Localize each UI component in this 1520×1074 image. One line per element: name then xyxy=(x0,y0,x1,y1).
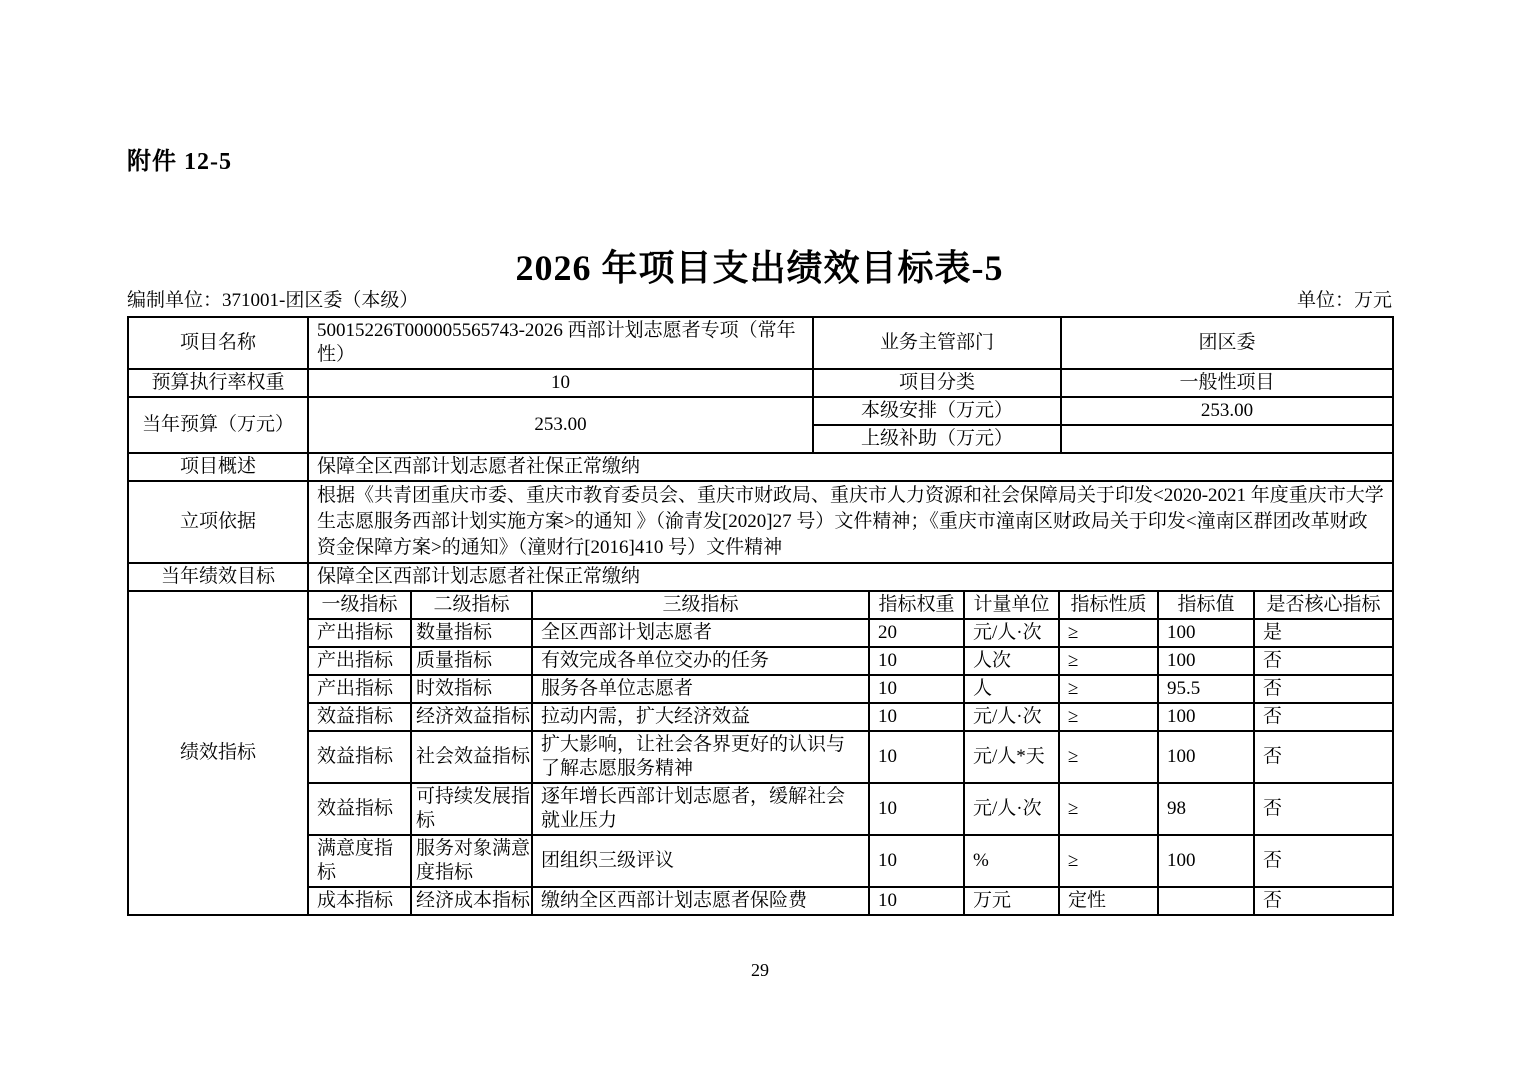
indicator-cell: 10 xyxy=(869,887,964,915)
indicator-cell: 10 xyxy=(869,731,964,783)
indicator-cell: 10 xyxy=(869,675,964,703)
indicator-cell: 100 xyxy=(1158,703,1254,731)
indicator-cell: 100 xyxy=(1158,647,1254,675)
indicator-row xyxy=(128,703,1393,731)
indicator-row xyxy=(128,731,1393,783)
category-value: 一般性项目 xyxy=(1061,369,1393,397)
indicator-cell: 成本指标 xyxy=(308,887,411,915)
main-table xyxy=(127,316,1392,916)
indicator-cell: ≥ xyxy=(1059,675,1158,703)
col-header-core: 是否核心指标 xyxy=(1254,591,1393,619)
indicator-row xyxy=(128,783,1393,835)
prepared-by: 编制单位：371001-团区委（本级） xyxy=(127,290,419,311)
prepared-by-line xyxy=(127,290,1392,312)
indicator-cell: 时效指标 xyxy=(411,675,532,703)
indicator-cell: 100 xyxy=(1158,835,1254,887)
indicator-cell: 逐年增长西部计划志愿者，缓解社会就业压力 xyxy=(532,783,869,835)
indicator-row xyxy=(128,835,1393,887)
indicator-cell: 100 xyxy=(1158,619,1254,647)
indicator-cell: 效益指标 xyxy=(308,731,411,783)
indicator-cell: 效益指标 xyxy=(308,783,411,835)
local-arrange-value: 253.00 xyxy=(1061,397,1393,425)
indicator-row xyxy=(128,647,1393,675)
indicator-cell: 社会效益指标 xyxy=(411,731,532,783)
indicator-cell: ≥ xyxy=(1059,731,1158,783)
indicator-cell: 可持续发展指标 xyxy=(411,783,532,835)
indicator-cell: 元/人·次 xyxy=(964,703,1059,731)
col-header-unit: 计量单位 xyxy=(964,591,1059,619)
project-name-value: 50015226T000005565743-2026 西部计划志愿者专项（常年性） xyxy=(308,317,813,369)
dept-value: 团区委 xyxy=(1061,317,1393,369)
indicators-section-label: 绩效指标 xyxy=(128,591,308,915)
indicator-cell: 10 xyxy=(869,835,964,887)
indicator-cell: 有效完成各单位交办的任务 xyxy=(532,647,869,675)
indicator-cell: 元/人·次 xyxy=(964,619,1059,647)
indicator-cell: 10 xyxy=(869,703,964,731)
indicator-cell: 否 xyxy=(1254,703,1393,731)
attachment-label: 附件 12-5 xyxy=(127,149,232,175)
indicator-cell: 否 xyxy=(1254,675,1393,703)
indicator-cell: 经济成本指标 xyxy=(411,887,532,915)
indicator-cell: % xyxy=(964,835,1059,887)
col-header-level2: 二级指标 xyxy=(411,591,532,619)
indicator-cell: 质量指标 xyxy=(411,647,532,675)
indicator-cell: 缴纳全区西部计划志愿者保险费 xyxy=(532,887,869,915)
indicator-cell: 拉动内需，扩大经济效益 xyxy=(532,703,869,731)
indicator-cell: 20 xyxy=(869,619,964,647)
indicator-cell: 服务对象满意度指标 xyxy=(411,835,532,887)
indicator-cell: 否 xyxy=(1254,731,1393,783)
indicator-cell: 满意度指标 xyxy=(308,835,411,887)
indicator-row xyxy=(128,887,1393,915)
unit-note: 单位：万元 xyxy=(1296,290,1392,311)
col-header-nature: 指标性质 xyxy=(1059,591,1158,619)
indicator-row xyxy=(128,619,1393,647)
col-header-level1: 一级指标 xyxy=(308,591,411,619)
indicator-cell: 100 xyxy=(1158,731,1254,783)
indicator-cell: 定性 xyxy=(1059,887,1158,915)
indicator-row xyxy=(128,675,1393,703)
description-table xyxy=(127,452,1394,592)
indicator-cell: 万元 xyxy=(964,887,1059,915)
indicator-cell: ≥ xyxy=(1059,703,1158,731)
page-number: 29 xyxy=(751,960,769,980)
indicator-cell: 经济效益指标 xyxy=(411,703,532,731)
indicator-cell: 元/人·次 xyxy=(964,783,1059,835)
indicator-cell: 数量指标 xyxy=(411,619,532,647)
basis-value: 根据《共青团重庆市委、重庆市教育委员会、重庆市财政局、重庆市人力资源和社会保障局关于印发<2020-2021 年度重庆市大学生志愿服务西部计划实施方案>的通知 》（渝青发[2020]27 号）文件精神；《重庆市潼南区财政局关于印发<潼南区群团改革财政资金保障方案>的通知》（潼财行[2016]410 号）文件精神 xyxy=(308,481,1393,563)
indicator-cell: 95.5 xyxy=(1158,675,1254,703)
indicator-cell: 产出指标 xyxy=(308,619,411,647)
project-name-label: 项目名称 xyxy=(128,317,308,369)
indicator-cell: 否 xyxy=(1254,783,1393,835)
overview-value: 保障全区西部计划志愿者社保正常缴纳 xyxy=(308,453,1393,481)
overview-label: 项目概述 xyxy=(128,453,308,481)
indicator-cell: 扩大影响，让社会各界更好的认识与了解志愿服务精神 xyxy=(532,731,869,783)
indicator-cell: ≥ xyxy=(1059,835,1158,887)
indicator-cell: 产出指标 xyxy=(308,675,411,703)
category-label: 项目分类 xyxy=(813,369,1061,397)
project-info-table xyxy=(127,316,1394,454)
year-goal-label: 当年绩效目标 xyxy=(128,563,308,591)
local-arrange-label: 本级安排（万元） xyxy=(813,397,1061,425)
page-title: 2026 年项目支出绩效目标表-5 xyxy=(515,248,1004,288)
dept-label: 业务主管部门 xyxy=(813,317,1061,369)
budget-rate-label: 预算执行率权重 xyxy=(128,369,308,397)
year-goal-value: 保障全区西部计划志愿者社保正常缴纳 xyxy=(308,563,1393,591)
indicator-cell: 全区西部计划志愿者 xyxy=(532,619,869,647)
indicator-cell: 团组织三级评议 xyxy=(532,835,869,887)
indicator-cell: 10 xyxy=(869,647,964,675)
col-header-weight: 指标权重 xyxy=(869,591,964,619)
indicator-cell: 否 xyxy=(1254,835,1393,887)
indicator-cell: 否 xyxy=(1254,887,1393,915)
indicator-cell: 是 xyxy=(1254,619,1393,647)
col-header-value: 指标值 xyxy=(1158,591,1254,619)
upper-subsidy-label: 上级补助（万元） xyxy=(813,425,1061,453)
indicator-cell: 人 xyxy=(964,675,1059,703)
indicator-cell: 产出指标 xyxy=(308,647,411,675)
indicator-cell: 98 xyxy=(1158,783,1254,835)
year-budget-label: 当年预算（万元） xyxy=(128,397,308,453)
indicator-cell: 10 xyxy=(869,783,964,835)
indicator-cell xyxy=(1158,887,1254,915)
indicator-cell: ≥ xyxy=(1059,619,1158,647)
indicator-cell: 服务各单位志愿者 xyxy=(532,675,869,703)
indicators-header-row xyxy=(128,591,1393,619)
indicator-cell: 否 xyxy=(1254,647,1393,675)
indicators-table xyxy=(127,590,1394,916)
indicator-cell: 效益指标 xyxy=(308,703,411,731)
indicator-cell: ≥ xyxy=(1059,783,1158,835)
indicator-cell: ≥ xyxy=(1059,647,1158,675)
year-budget-value: 253.00 xyxy=(308,397,813,453)
indicator-cell: 人次 xyxy=(964,647,1059,675)
basis-label: 立项依据 xyxy=(128,481,308,563)
indicator-cell: 元/人*天 xyxy=(964,731,1059,783)
budget-rate-value: 10 xyxy=(308,369,813,397)
upper-subsidy-value xyxy=(1061,425,1393,453)
col-header-level3: 三级指标 xyxy=(532,591,869,619)
